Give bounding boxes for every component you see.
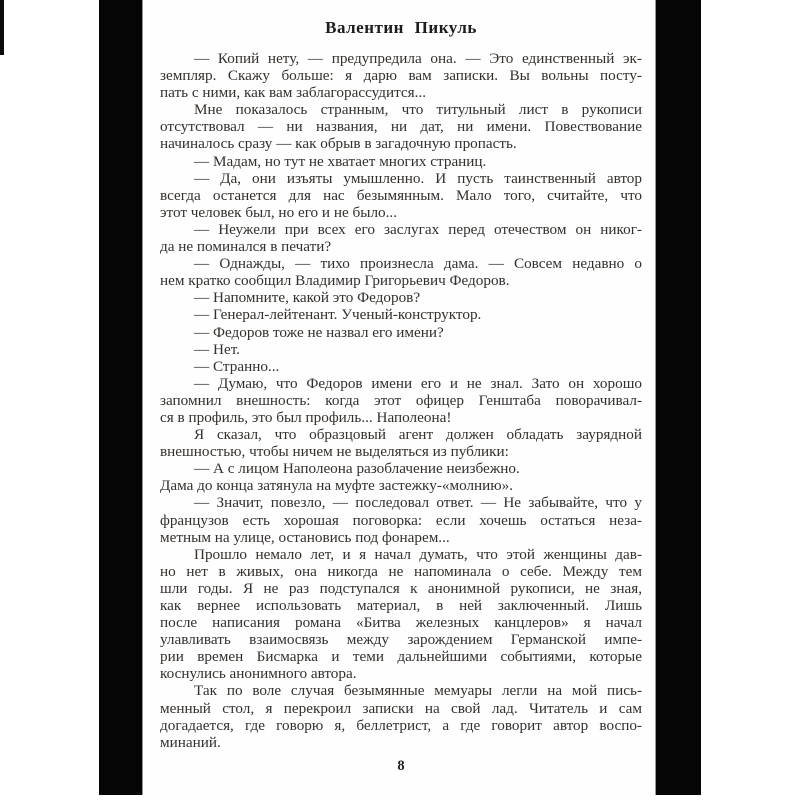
text-line: — Неужели при всех его заслугах перед отечеством он никог- [194,220,642,238]
text-line: улавливать взаимосвязь между зарождением Германской импе- [160,631,642,649]
text-line: нем кратко сообщил Владимир Григорьевич Федоров. [160,272,510,290]
scan-edge-artifact [0,0,4,55]
text-line: менный стол, я перекроил записки на свой лад. Читатель и сам [160,699,642,717]
text-line: — Федоров тоже не назвал его имени? [194,323,444,341]
text-line: как вернее использовать материал, в ней заключенный. Лишь [160,597,642,614]
text-line: — Мадам, но тут не хватает многих страниц. [194,152,487,170]
text-line: французов есть хорошая поговорка: если хочешь остаться неза- [160,511,642,529]
text-line: — Нет. [194,340,240,358]
text-line: — Значит, повезло, — последовал ответ. — Не забывайте, что у [194,494,642,512]
text-line: внешностью, чтобы ничем не выделяться из публики: [160,443,509,461]
text-line: пать с ними, как вам заблагорассудится... [160,84,427,102]
text-line: после написания романа «Битва железных канцлеров» я начал [160,614,642,632]
text-line: — Напомните, какой это Федоров? [194,289,421,307]
text-line: земпляр. Скажу больше: я дарю вам записки. Вы вольны посту- [160,67,642,85]
scan-gutter-right [655,0,701,795]
text-line: этот человек был, но его и не было... [160,203,398,221]
text-line: догадается, где говорю я, беллетрист, а где говорит автор воспо- [160,716,642,734]
text-line: да не поминался в печати? [160,238,332,256]
text-line: рии времен Бисмарка и теми дальнейшими событиями, которые [160,648,642,666]
book-page [143,0,655,800]
text-line: всегда останется для нас безымянным. Мало того, считайте, что [160,186,642,204]
text-line: Дама до конца затянула на муфте застежку-«молнию». [160,477,514,495]
text-line: Я сказал, что образцовый агент должен обладать заурядной [194,426,642,444]
page-header-author: Валентин Пикуль [325,18,477,37]
page-content [160,18,642,751]
scan-gutter-left [99,0,143,795]
text-line: минаний. [160,733,221,751]
text-line: — А с лицом Наполеона разоблачение неизбежно. [194,460,520,478]
text-line: метным на улице, остановись под фонарем... [160,528,450,546]
text-line: Мне показалось странным, что титульный лист в рукописи [194,101,642,119]
text-line: — Странно... [194,357,280,375]
text-line: коснулись анонимного автора. [160,665,357,683]
text-line: — Копий нету, — предупредила она. — Это единственный эк- [194,50,642,67]
page-number: 8 [397,758,405,774]
text-line: — Думаю, что Федоров имени его и не знал. Зато он хорошо [194,374,642,392]
text-line: шли годы. Я не раз подступался к анонимной рукописи, не зная, [160,579,642,597]
text-line: но нет в живых, она никогда не напоминала о себе. Между тем [160,562,642,580]
text-line: — Генерал-лейтенант. Ученый-конструктор. [194,306,482,324]
text-line: Прошло немало лет, и я начал думать, что этой женщины дав- [194,545,642,563]
body-text [160,50,642,751]
text-line: — Однажды, — тихо произнесла дама. — Совсем недавно о [194,255,642,273]
text-line: Так по воле случая безымянные мемуары легли на мой пись- [194,682,642,700]
text-line: ся в профиль, это был профиль... Наполеона! [160,408,452,426]
text-line: — Да, они изъяты умышленно. И пусть таинственный автор [194,169,642,187]
text-line: запомнил внешность: когда этот офицер Генштаба поворачивал- [160,391,642,409]
text-line: отсутствовал — ни названия, ни дат, ни имени. Повествование [160,118,642,136]
text-line: начиналось сразу — как обрыв в загадочную пропасть. [160,135,517,153]
